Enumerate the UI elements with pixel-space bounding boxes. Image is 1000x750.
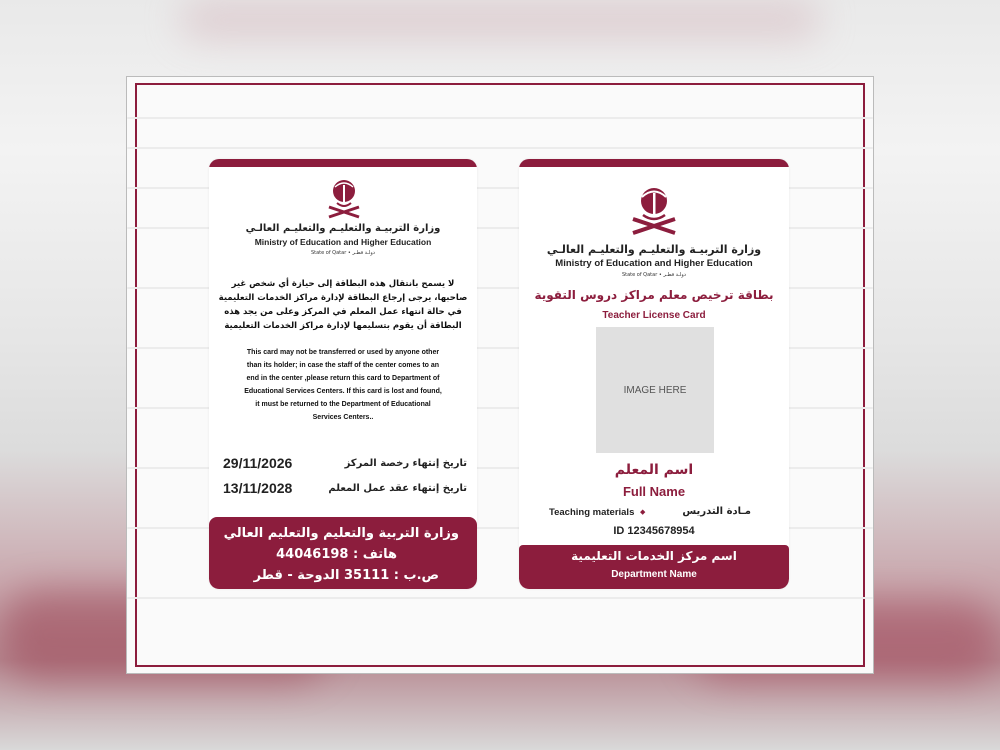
back-card-footer — [209, 517, 477, 589]
wave-line — [127, 147, 873, 149]
footer-phone: هاتف : 44046198 — [276, 547, 397, 562]
department-name-ar: اسم مركز الخدمات التعليمية — [571, 549, 737, 563]
card-top-band — [209, 159, 477, 167]
notice-ar-line-2: صاحبها، يرجى إرجاع البطاقة لإدارة مراكز الخدمات التعليمية — [218, 293, 468, 303]
department-name-en: Department Name — [611, 569, 697, 580]
teacher-id: ID 12345678954 — [613, 525, 695, 537]
qatar-emblem-icon — [627, 185, 681, 237]
ministry-name-en: Ministry of Education and Higher Education — [254, 237, 432, 247]
photo-placeholder-text: IMAGE HERE — [623, 384, 687, 396]
card-top-band — [519, 159, 789, 167]
qatar-emblem-icon — [325, 177, 363, 223]
notice-en-line-2: than its holder; in case the staff of the center comes to an — [246, 362, 440, 369]
footer-ministry-name: وزارة التربية والتعليم والتعليم العالي — [223, 526, 459, 541]
state-of-qatar-label: State of Qatar • دولـة قطـر — [310, 250, 376, 256]
teaching-subject-en: Teaching materials — [549, 507, 635, 518]
ministry-name-ar: وزارة التربيـة والتعليـم والتعليـم العالـي — [546, 243, 762, 256]
card-back — [209, 159, 477, 589]
card-title-ar: بطاقة ترخيص معلم مراكز دروس التقوية — [534, 288, 774, 302]
front-card-footer — [519, 545, 789, 589]
teacher-name-ar: اسم المعلم — [614, 462, 694, 478]
subject-separator-icon: ◆ — [640, 508, 646, 516]
notice-ar-line-4: البطاقة أن يقوم بتسليمها لإدارة مراكز الخدمات التعليمية — [224, 321, 462, 331]
notice-en-line-3: end in the center ,please return this card to Department of — [246, 375, 440, 382]
notice-en-line-4: Educational Services Centers. If this card is lost and found, — [244, 388, 442, 395]
notice-ar-line-3: في حالة انتهاء عمل المعلم في المركز وعلى من يجد هذه — [224, 307, 462, 317]
teacher-contract-expiry-label: تاريخ إنتهاء عقد عمل المعلم — [328, 483, 467, 494]
wave-line — [127, 597, 873, 599]
license-card-sheet — [126, 76, 874, 674]
footer-address: ص.ب : 35111 الدوحة - قطر — [253, 568, 439, 583]
teacher-contract-expiry-date: 13/11/2028 — [223, 480, 293, 496]
card-front — [519, 159, 789, 589]
teaching-subject-ar: مـادة التدريس — [682, 506, 751, 517]
teacher-name-en: Full Name — [622, 484, 686, 499]
teacher-photo-placeholder — [596, 327, 714, 453]
wave-line — [127, 117, 873, 119]
notice-en-line-6: Services Centers.. — [312, 414, 374, 421]
center-license-expiry-date: 29/11/2026 — [223, 455, 293, 471]
notice-ar-line-1: لا يسمح بانتقال هذه البطاقة إلى حيازة أي شخص غير — [231, 279, 455, 289]
notice-en-line-1: This card may not be transferred or used by anyone other — [246, 349, 440, 356]
state-of-qatar-label: State of Qatar • دولـة قطـر — [621, 272, 687, 278]
ministry-name-en: Ministry of Education and Higher Education — [555, 258, 753, 269]
ministry-name-ar: وزارة التربيـة والتعليـم والتعليـم العالـي — [245, 223, 441, 234]
center-license-expiry-label: تاريخ إنتهاء رخصة المركز — [344, 458, 467, 469]
card-title-en: Teacher License Card — [602, 310, 706, 321]
notice-en-line-5: it must be returned to the Department of Educational — [255, 401, 431, 408]
background-blur-top — [180, 0, 820, 40]
